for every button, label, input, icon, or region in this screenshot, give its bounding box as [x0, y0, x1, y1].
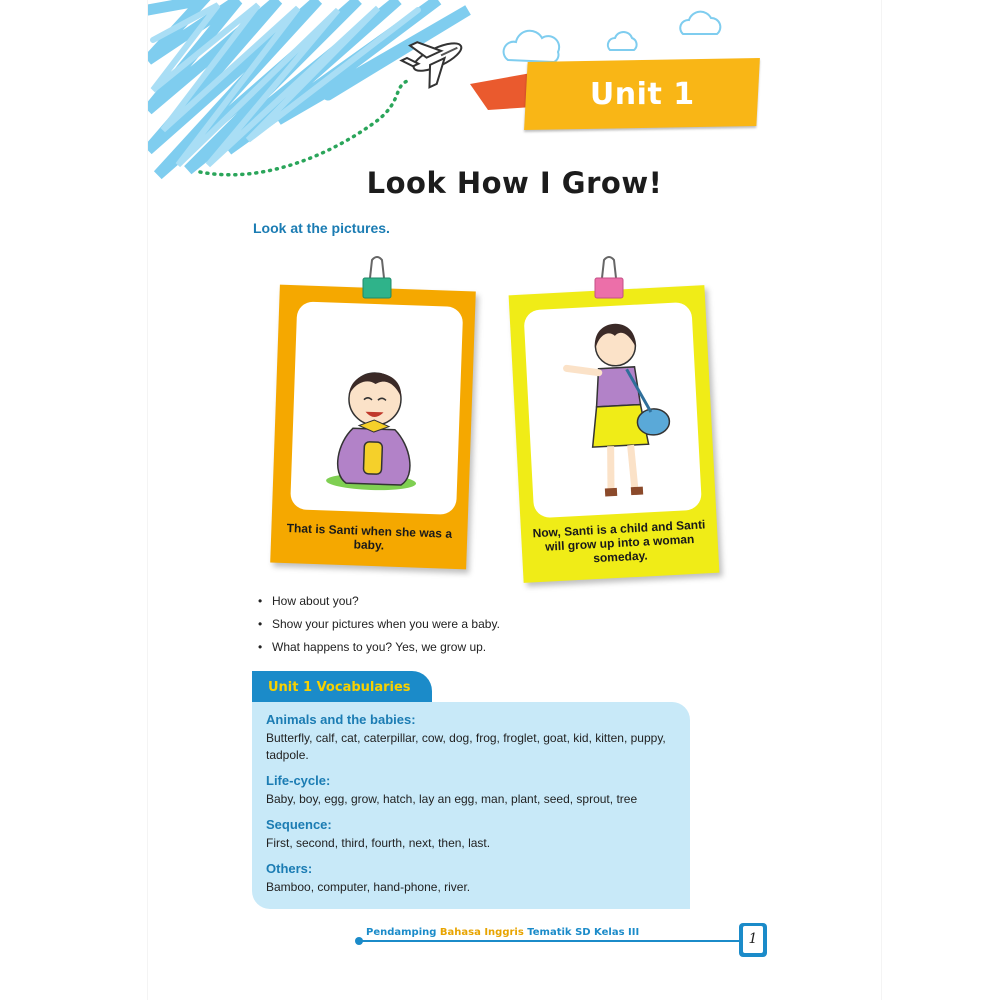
vocab-heading: Life-cycle:: [266, 773, 331, 788]
question-list: [258, 590, 500, 659]
list-item: • Show your pictures when you were a baby.: [258, 617, 500, 631]
card-caption-child: Now, Santi is a child and Santi will grow up into a woman someday.: [532, 517, 706, 566]
card-picture-child: [523, 302, 702, 519]
photo-card-child: [509, 285, 720, 583]
unit-banner: [524, 58, 760, 130]
binder-clip-icon: [592, 256, 626, 302]
vocab-box: [252, 702, 690, 909]
vocab-text: Baby, boy, egg, grow, hatch, lay an egg, man, plant, seed, sprout, tree: [266, 792, 638, 806]
footer-divider: [358, 940, 740, 942]
unit-label: Unit 1: [589, 76, 695, 112]
footer-book-title: Pendamping Bahasa Inggris Tematik SD Kelas III: [366, 927, 640, 938]
photo-card-baby: [270, 285, 476, 570]
vocab-text: Butterfly, calf, cat, caterpillar, cow, dog, frog, froglet, goat, kid, kitten, puppy, tadpole.: [266, 731, 666, 762]
page-number-badge: [739, 923, 767, 957]
textbook-page: [148, 0, 881, 1000]
cloud-icon: [504, 12, 721, 62]
list-item: • What happens to you? Yes, we grow up.: [258, 640, 487, 654]
vocab-heading: Animals and the babies:: [266, 712, 416, 727]
binder-clip-icon: [360, 256, 394, 302]
vocab-text: First, second, third, fourth, next, then, last.: [266, 836, 491, 850]
card-caption-baby: That is Santi when she was a baby.: [286, 521, 453, 553]
vocab-heading: Others:: [266, 861, 313, 876]
card-picture-baby: [290, 301, 463, 515]
list-item: • How about you?: [258, 594, 359, 608]
page-title: Look How I Grow!: [366, 166, 663, 200]
airplane-icon: [397, 26, 471, 93]
vocab-tab-title: Unit 1 Vocabularies: [252, 671, 432, 704]
footer-dot: [355, 937, 363, 945]
vocab-text: Bamboo, computer, hand-phone, river.: [266, 880, 471, 894]
instruction-text: Look at the pictures.: [253, 220, 390, 236]
vocab-heading: Sequence:: [266, 817, 332, 832]
page-number: 1: [743, 926, 763, 953]
